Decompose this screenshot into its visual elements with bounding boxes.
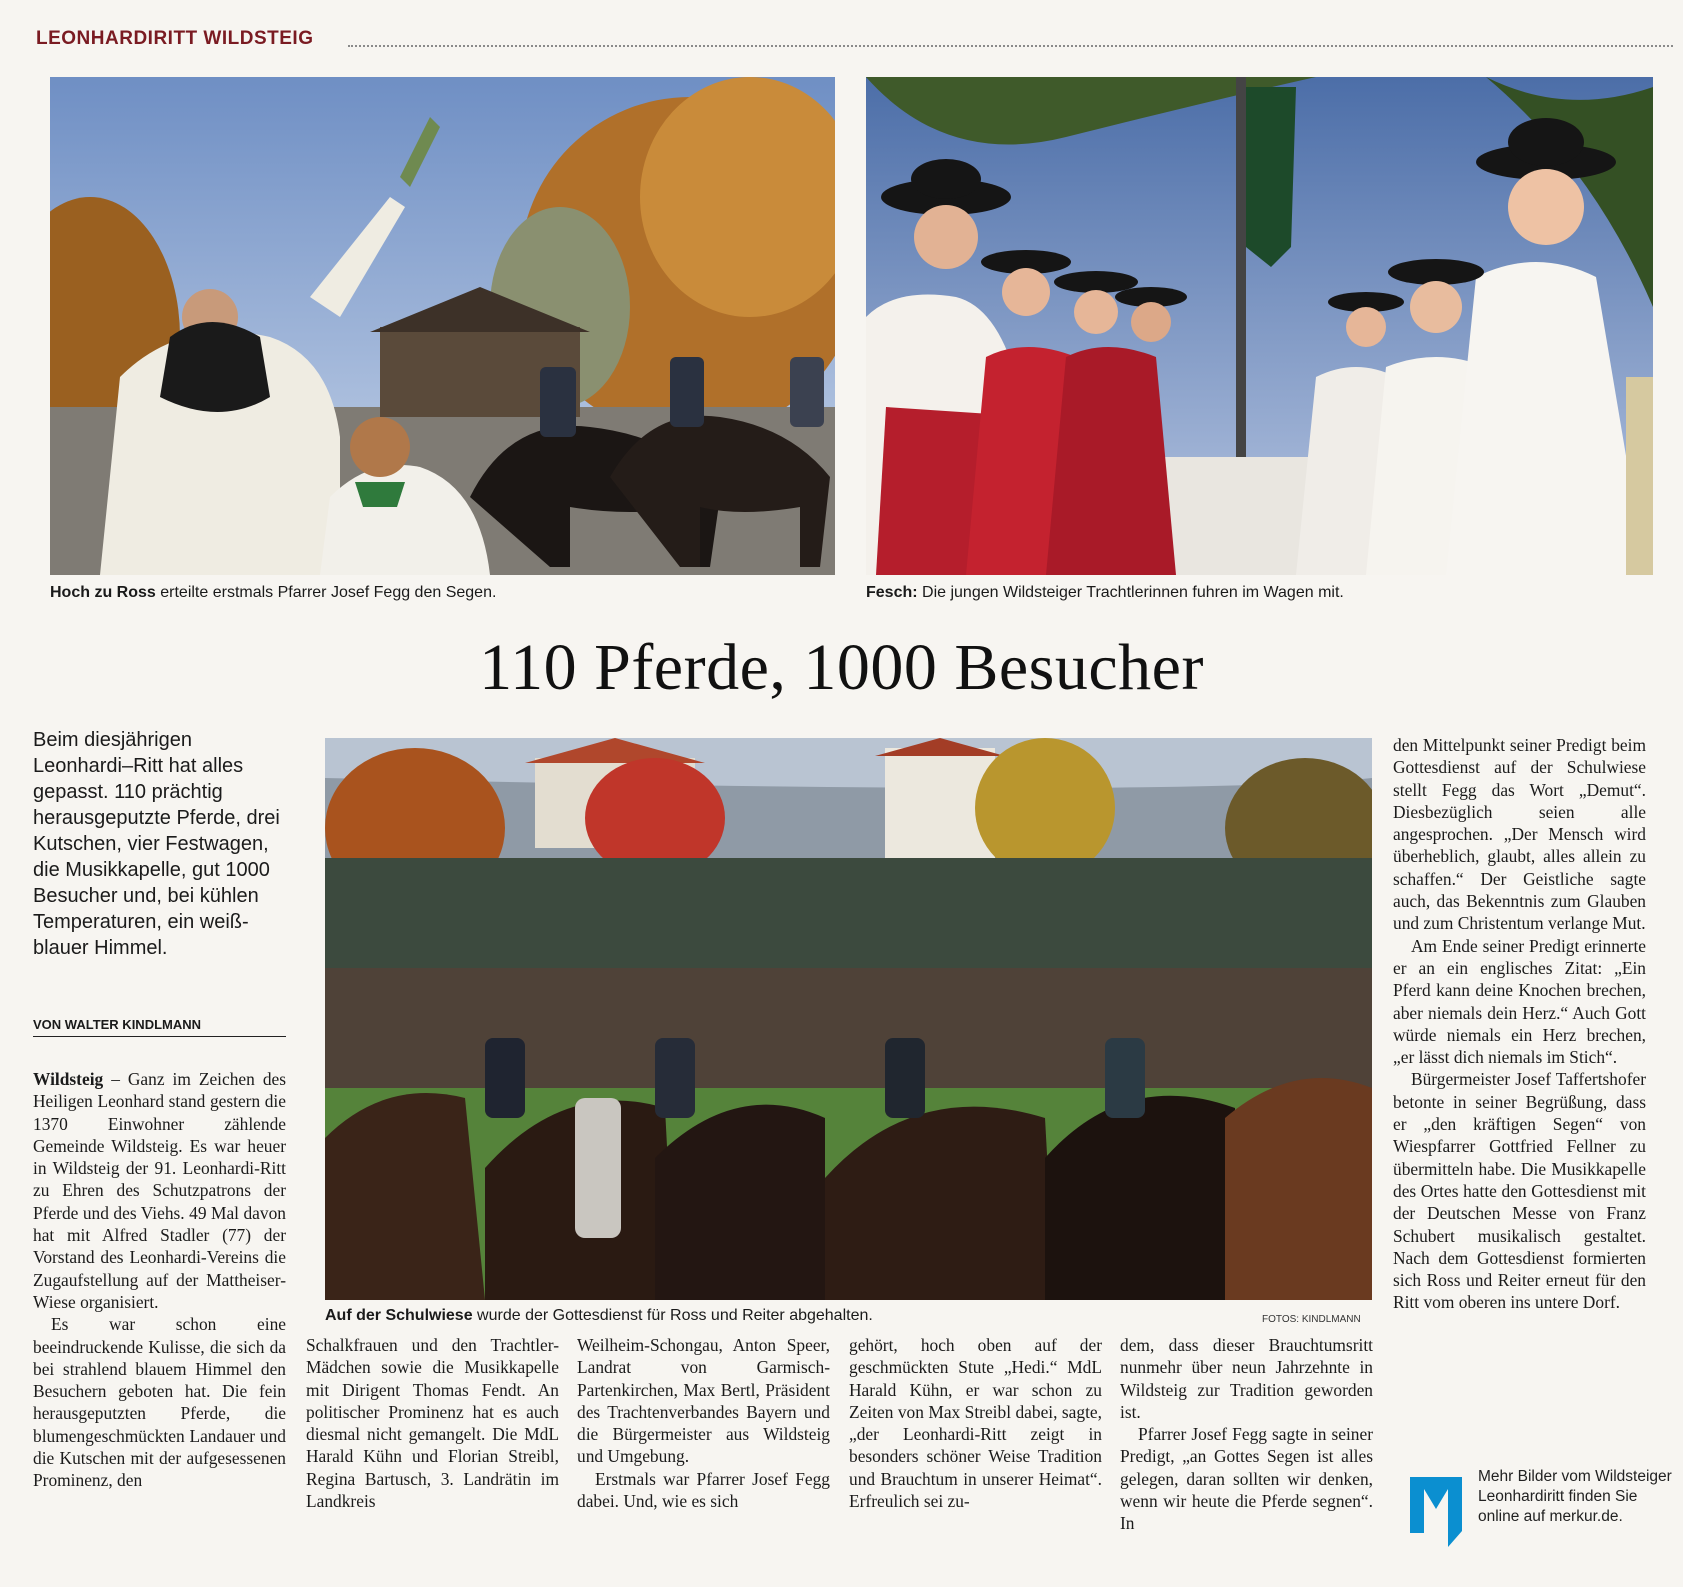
article-paragraph: den Mittelpunkt seiner Predigt beim Gottesdienst auf der Schulwiese stellt Fegg das Wort „Demut“. Diesbezüglich seien alle angesprochen. „Der Mensch wird überheblich, glaubt, alles allein zu schaffen.“ Der Geistliche sagte auch, das Bekenntnis zum Glauben und zum Christentum verlange Mut. <box>1393 735 1646 934</box>
article-column-6 <box>1393 734 1646 1314</box>
article-paragraph: Wildsteig – Ganz im Zeichen des Heiligen Leonhard stand gestern die 1370 Einwohner zählende Gemeinde Wildsteig. Es war heuer in Wildsteig der 91. Leonhardi-Ritt zu Ehren des Schutzpatrons der Pferde und des Viehs. 49 Mal davon hat mit Alfred Stadler (77) der Vorstand des Leonhardi-Vereins die Zugaufstellung auf der Mattheiser-Wiese organisiert. <box>33 1069 286 1312</box>
lead-paragraph: Beim diesjährigen Leonhardi–Ritt hat alles gepasst. 110 prächtig herausgeputzte Pferde, drei Kutschen, vier Festwagen, die Musikkapelle, gut 1000 Besucher und, bei kühlen Temperaturen, ein weiß-blauer Himmel. <box>33 729 280 959</box>
article-paragraph: Am Ende seiner Predigt erinnerte er an ein englisches Zitat: „Ein Pferd kann deine Knochen brechen, aber niemals dein Herz.“ Auch Gott würde niemals ein Herz brechen, „er lässt dich niemals im Stich“. <box>1393 935 1646 1068</box>
caption-top-right: Fesch: Die jungen Wildsteiger Trachtlerinnen fuhren im Wagen mit. <box>866 584 1344 601</box>
photo-schulwiese <box>325 738 1372 1300</box>
article-paragraph: Pfarrer Josef Fegg sagte in seiner Predigt, „an Gottes Segen ist alles gelegen, daran sollten wir denken, wenn wir heute die Pferde segnen“. In <box>1120 1424 1373 1534</box>
caption-top-left: Hoch zu Ross erteilte erstmals Pfarrer Josef Fegg den Segen. <box>50 584 497 601</box>
caption-main: Auf der Schulwiese wurde der Gottesdienst für Ross und Reiter abgehalten. <box>325 1307 873 1324</box>
article-column-5 <box>1120 1334 1373 1535</box>
article-column-1 <box>33 1068 286 1492</box>
article-paragraph: gehört, hoch oben auf der geschmückten Stute „Hedi.“ MdL Harald Kühn, er war schon zu Zeiten von Max Streibl dabei, sagte, „der Leonhardi-Ritt zeigt in besonders schöner Weise Tradition und Brauchtum in unserer Heimat“. Erfreulich sei zu- <box>849 1335 1102 1512</box>
section-kicker: LEONHARDIRITT WILDSTEIG <box>36 28 314 49</box>
merkur-logo-icon <box>1408 1473 1464 1549</box>
byline: VON WALTER KINDLMANN <box>33 1017 286 1037</box>
dateline: Wildsteig <box>33 1069 104 1089</box>
promo-text: Mehr Bilder vom Wildsteiger Leonhardiritt finden Sie online auf merkur.de. <box>1478 1468 1672 1525</box>
article-paragraph: Weilheim-Schongau, Anton Speer, Landrat von Garmisch-Partenkirchen, Max Bertl, Präsident des Trachtenverbandes Bayern und die Bürgermeister aus Wildsteig und Umgebung. <box>577 1335 830 1467</box>
article-paragraph: Schalkfrauen und den Trachtler-Mädchen sowie die Musikkapelle mit Dirigent Thomas Fendt. An politischer Prominenz hat es auch diesmal nicht gemangelt. Die MdL Harald Kühn und Florian Streibl, Regina Bartusch, 3. Landrätin im Landkreis <box>306 1335 559 1512</box>
article-column-3 <box>577 1334 830 1512</box>
kicker-dotted-rule <box>348 45 1673 47</box>
headline: 110 Pferde, 1000 Besucher <box>479 631 1204 704</box>
article-column-2 <box>306 1334 559 1512</box>
photo-trachtlerinnen-wagon <box>866 77 1653 575</box>
article-paragraph: dem, dass dieser Brauchtumsritt nunmehr über neun Jahrzehnte in Wildsteig zur Tradition geworden ist. <box>1120 1335 1373 1422</box>
article-column-4 <box>849 1334 1102 1512</box>
online-promo <box>1408 1467 1678 1559</box>
photo-priest-blessing <box>50 77 835 575</box>
article-paragraph: Erstmals war Pfarrer Josef Fegg dabei. Und, wie es sich <box>577 1468 830 1512</box>
article-paragraph: Bürgermeister Josef Taffertshofer betonte in seiner Begrüßung, dass er „den kräftigen Segen“ von Wiespfarrer Gottfried Fellner zu übermitteln habe. Die Musikkapelle des Ortes hatte den Gottesdienst mit der Deutschen Messe von Franz Schubert musikalisch gestaltet. Nach dem Gottesdienst formierten sich Ross und Reiter erneut für den Ritt vom oberen ins untere Dorf. <box>1393 1069 1646 1313</box>
article-paragraph: Es war schon eine beeindruckende Kulisse, die sich da bei strahlend blauem Himmel den Besuchern geboten hat. Die fein herausgeputzten Pferde, die blumengeschmückten Landauer und die Kutschen mit der aufgesessenen Prominenz, den <box>33 1314 286 1491</box>
photo-credit: FOTOS: KINDLMANN <box>1262 1314 1361 1325</box>
